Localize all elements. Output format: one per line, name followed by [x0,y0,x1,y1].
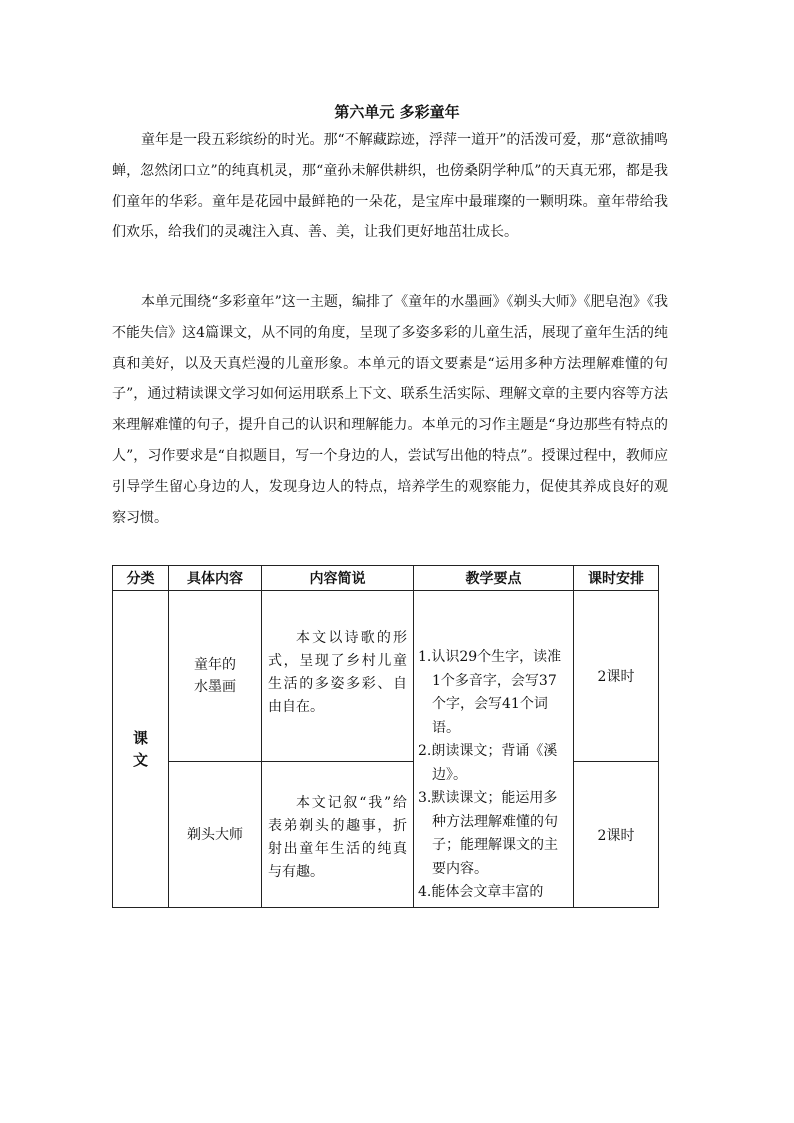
teaching-points-cell [414,591,574,908]
table-header-row [113,566,659,591]
page-title: 第六单元 多彩童年 [334,103,460,121]
header-summary: 内容简说 [262,566,414,591]
teaching-point: 4.能体会文章丰富的 [418,884,544,898]
intro-paragraph: 童年是一段五彩缤纷的时光。那“不解藏踪迹，浮萍一道开”的活泼可爱，那“意欲捕鸣蝉，忽然闭口立”的纯真机灵，那“童孙未解供耕织，也傍桑阴学种瓜”的天真无邪，都是我们童年的华彩。童年是花园中最鲜艳的一朵花，是宝库中最璀璨的一颗明珠。童年带给我们欢乐，给我们的灵魂注入真、善、美，让我们更好地茁壮成长。 [112,132,668,241]
unit-description-paragraph: 本单元围绕“多彩童年”这一主题，编排了《童年的水墨画》《剃头大师》《肥皂泡》《我不能失信》这4篇课文，从不同的角度，呈现了多姿多彩的儿童生活，展现了童年生活的纯真和美好，以及天真烂漫的儿童形象。本单元的语文要素是“运用多种方法理解难懂的句子”，通过精读课文学习如何运用联系上下文、联系生活实际、理解文章的主要内容等方法来理解难懂的句子，提升自己的认识和理解能力。本单元的习作主题是“身边那些有特点的人”，习作要求是“自拟题目，写一个身边的人，尝试写出他的特点”。授课过程中，教师应引导学生留心身边的人，发现身边人的特点，培养学生的观察能力，促使其养成良好的观察习惯。 [112,294,668,526]
category-label: 课文 [132,729,148,769]
lesson-summary: 本文以诗歌的形式，呈现了乡村儿童生活的多姿多彩、自由自在。 [268,630,407,715]
category-cell [113,591,169,908]
lesson-summary: 本文记叙“我”给表弟剃头的趣事，折射出童年生活的纯真与有趣。 [268,795,407,880]
header-hours: 课时安排 [574,566,659,591]
lesson-plan-table [112,565,659,908]
lesson-title: 童年的水墨画 [193,657,236,695]
teaching-point: 1.认识29个生字，读准1个多音字，会写37个字，会写41个词语。 [418,649,562,736]
teaching-point: 2.朗读课文；背诵《溪边》。 [418,743,558,783]
summary-cell [262,762,414,908]
summary-cell [262,591,414,762]
header-teaching-points: 教学要点 [414,566,574,591]
header-category: 分类 [113,566,169,591]
content-cell: 剃头大师 [169,762,262,908]
hours-cell: 2课时 [574,591,659,762]
header-content: 具体内容 [169,566,262,591]
content-cell [169,591,262,762]
table-row [113,591,659,762]
hours-cell: 2课时 [574,762,659,908]
table-row [113,762,659,908]
teaching-point: 3.默读课文；能运用多种方法理解难懂的句子；能理解课文的主要内容。 [418,790,558,877]
